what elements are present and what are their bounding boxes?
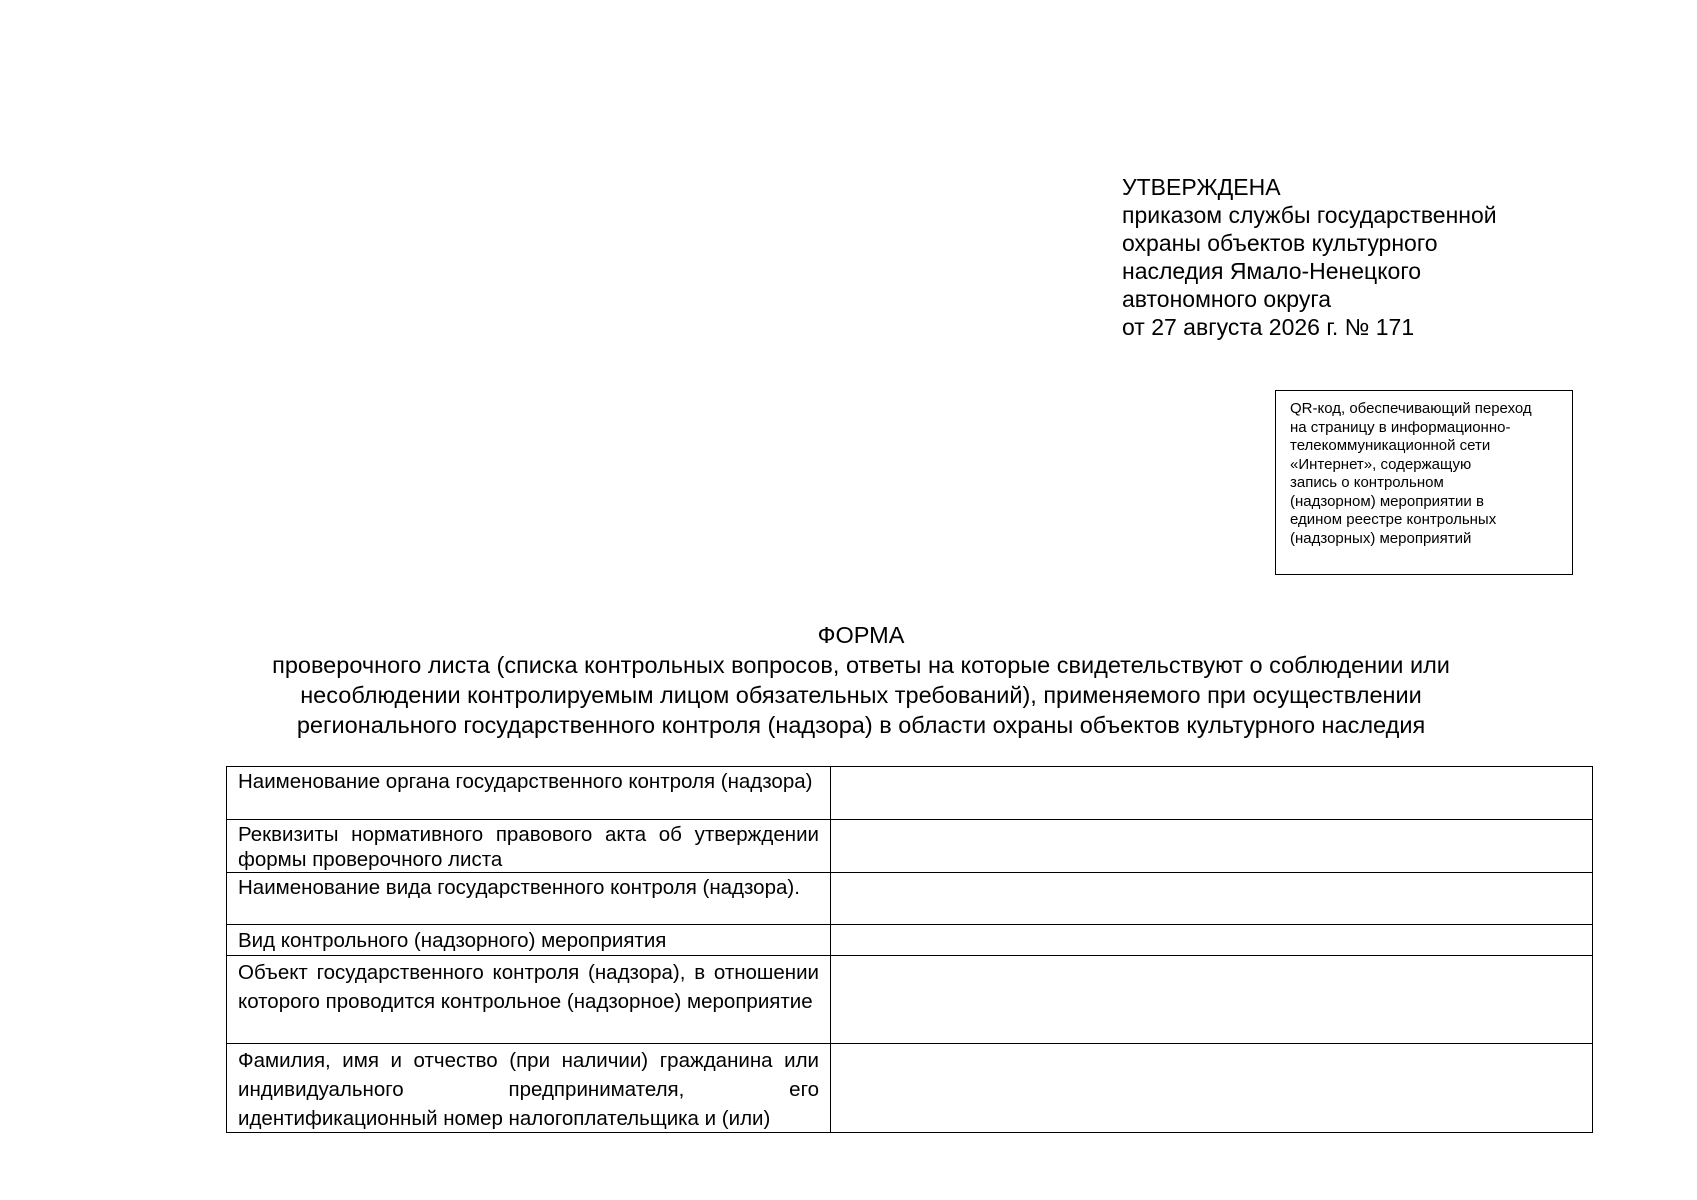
table-row-label: Наименование органа государственного контроля (надзора) (227, 767, 831, 820)
table-row-label: Объект государственного контроля (надзора), в отношении которого проводится контрольное (надзорное) мероприятие (227, 956, 831, 1044)
table-row-label: Фамилия, имя и отчество (при наличии) гражданина или индивидуального предпринимателя, его идентификационный номер налогоплательщика и (или) (238, 1049, 819, 1130)
qr-box-line: едином реестре контрольных (1290, 511, 1497, 528)
table-row (227, 1044, 1593, 1133)
table-row-label: Вид контрольного (надзорного) мероприятия (227, 925, 831, 956)
form-title-line: проверочного листа (списка контрольных вопросов, ответы на которые свидетельствуют о соблюдении или (272, 652, 1450, 678)
approval-line: автономного округа (1122, 286, 1331, 312)
approval-line: наследия Ямало-Ненецкого (1122, 258, 1422, 284)
table-row-label: Наименование вида государственного контроля (надзора). (227, 873, 831, 925)
table-row-value[interactable] (831, 956, 1593, 1044)
table-row (227, 956, 1593, 1044)
table-row-value[interactable] (831, 1044, 1593, 1133)
table-row-value[interactable] (831, 820, 1593, 873)
form-title-line: регионального государственного контроля (надзора) в области охраны объектов культурного наследия (296, 712, 1426, 738)
qr-box-line: QR-код, обеспечивающий переход (1290, 400, 1532, 417)
qr-box-line: на страницу в информационно- (1290, 418, 1511, 436)
qr-box-line: (надзорном) мероприятии в (1290, 492, 1484, 510)
approval-line: УТВЕРЖДЕНА (1122, 174, 1281, 200)
table-row (227, 925, 1593, 956)
form-heading: ФОРМА (817, 622, 905, 648)
qr-box-line: запись о контрольном (1290, 474, 1444, 491)
approval-date-line: от 27 августа 2026 г. № 171 (1122, 314, 1415, 340)
table-row-label: Реквизиты нормативного правового акта об утверждении формы проверочного листа (227, 820, 831, 873)
qr-box-line: телекоммуникационной сети (1290, 437, 1491, 454)
table-row (227, 820, 1593, 873)
qr-box-line: «Интернет», содержащую (1290, 455, 1472, 473)
table-row-value[interactable] (831, 925, 1593, 956)
form-title-line: несоблюдении контролируемым лицом обязательных требований), применяемого при осуществлении (300, 682, 1422, 708)
table-row-label-cell (227, 1044, 831, 1133)
approval-stamp (1122, 173, 1562, 341)
qr-code-placeholder (1275, 390, 1573, 575)
form-title (200, 620, 1522, 740)
approval-line: охраны объектов культурного (1122, 230, 1438, 256)
table-row-value[interactable] (831, 767, 1593, 820)
checklist-info-table (226, 766, 1593, 1133)
qr-box-line: (надзорных) мероприятий (1290, 529, 1472, 547)
table-row-value[interactable] (831, 873, 1593, 925)
table-row (227, 873, 1593, 925)
table-row (227, 767, 1593, 820)
approval-line: приказом службы государственной (1122, 202, 1497, 228)
